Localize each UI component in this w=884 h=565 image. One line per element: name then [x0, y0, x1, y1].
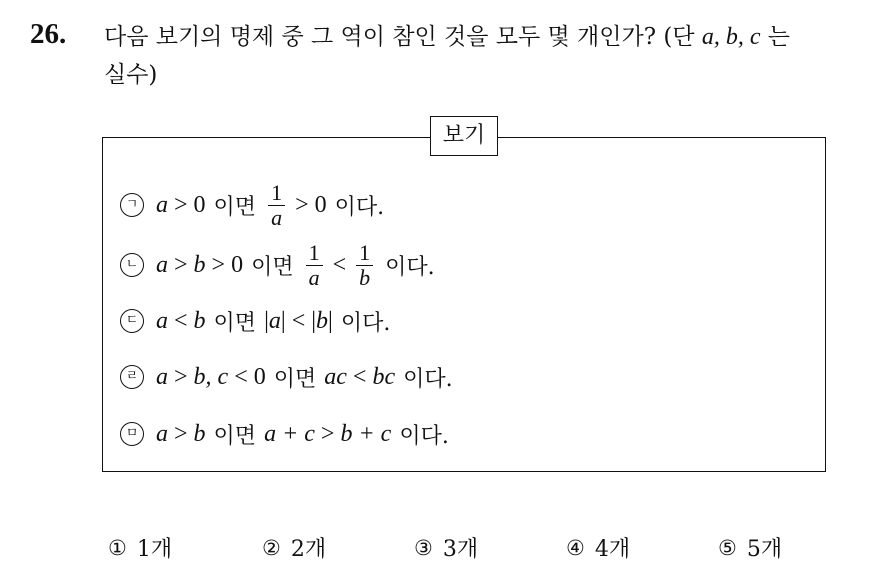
item-marker: ㄹ — [120, 365, 144, 389]
choice-marker: ⑤ — [718, 535, 737, 560]
condition-word: 이면 — [213, 310, 257, 336]
math-op: < — [352, 363, 367, 390]
choice-2[interactable] — [262, 532, 326, 563]
math-op: < — [332, 251, 347, 278]
question-text-tail: 는 — [760, 24, 791, 50]
question-vars: a, b, c — [701, 24, 761, 50]
conclusion-word: 이다. — [403, 366, 453, 392]
question-text-main: 다음 보기의 명제 중 그 역이 참인 것을 모두 몇 개인가? (단 — [104, 24, 702, 50]
item-marker: ㄴ — [120, 253, 144, 277]
choice-1[interactable] — [108, 532, 172, 563]
question-text — [104, 18, 874, 94]
math-op: < — [174, 307, 188, 334]
abs-value: |a| — [264, 307, 286, 334]
choice-marker: ④ — [566, 535, 585, 560]
abs-inner: a — [268, 307, 281, 334]
math-num: 0 — [314, 191, 327, 218]
math-expr: b + c — [340, 420, 392, 447]
condition-word: 이면 — [251, 254, 294, 280]
choice-3[interactable] — [414, 532, 478, 563]
item-marker: ㄷ — [120, 309, 144, 333]
choice-4[interactable] — [566, 532, 630, 563]
choice-marker: ③ — [414, 535, 433, 560]
choice-label: 2개 — [290, 537, 327, 562]
math-var: a — [156, 251, 168, 278]
math-op: > — [295, 191, 309, 218]
fraction — [268, 181, 285, 230]
condition-word: 이면 — [213, 194, 257, 220]
condition-word: 이면 — [273, 366, 317, 392]
fraction-denominator: b — [359, 264, 371, 290]
fraction-numerator: 1 — [356, 241, 373, 266]
math-num: 0 — [193, 191, 206, 218]
example-item-5 — [120, 409, 457, 459]
choice-5[interactable] — [718, 532, 782, 563]
math-expr: a + c — [264, 420, 315, 447]
math-op: > — [174, 363, 188, 390]
abs-inner: b — [316, 307, 329, 334]
question-text-line2: 실수) — [104, 62, 158, 88]
math-op: > — [174, 420, 188, 447]
math-op: < — [234, 363, 248, 390]
choice-label: 3개 — [442, 537, 479, 562]
math-op: > — [211, 251, 226, 278]
choice-label: 1개 — [136, 537, 173, 562]
item-marker: ㄱ — [120, 193, 144, 217]
math-num: 0 — [231, 251, 244, 278]
choice-label: 4개 — [594, 537, 631, 562]
choice-marker: ② — [262, 535, 281, 560]
example-item-4 — [120, 352, 461, 402]
math-var: ac — [324, 363, 347, 390]
math-var: b — [193, 420, 206, 447]
math-var: bc — [372, 363, 396, 390]
example-item-2 — [120, 240, 443, 290]
math-var: b, c — [193, 363, 229, 390]
conclusion-word: 이다. — [334, 194, 385, 220]
math-op: < — [291, 307, 306, 334]
example-box-label: 보기 — [430, 116, 498, 156]
fraction-denominator: a — [308, 264, 320, 290]
math-op: > — [174, 251, 188, 278]
math-var: b — [193, 251, 206, 278]
math-num: 0 — [253, 363, 266, 390]
question-number: 26. — [30, 18, 67, 50]
item-marker: ㅁ — [120, 422, 144, 446]
fraction-numerator: 1 — [306, 241, 323, 266]
math-var: a — [156, 420, 168, 447]
conclusion-word: 이다. — [385, 254, 435, 280]
fraction-numerator: 1 — [268, 181, 285, 206]
math-var: a — [156, 307, 168, 334]
choice-marker: ① — [108, 535, 127, 560]
fraction-denominator: a — [271, 204, 283, 230]
example-item-1 — [120, 180, 392, 230]
example-item-3 — [120, 296, 398, 346]
fraction — [356, 241, 373, 290]
conclusion-word: 이다. — [340, 310, 391, 336]
math-var: b — [193, 307, 206, 334]
math-op: > — [320, 420, 335, 447]
fraction — [306, 241, 323, 290]
condition-word: 이면 — [213, 423, 257, 449]
math-var: a — [156, 191, 168, 218]
math-op: > — [174, 191, 188, 218]
math-var: a — [156, 363, 168, 390]
choice-label: 5개 — [746, 537, 783, 562]
abs-value: |b| — [311, 307, 333, 334]
conclusion-word: 이다. — [399, 423, 449, 449]
